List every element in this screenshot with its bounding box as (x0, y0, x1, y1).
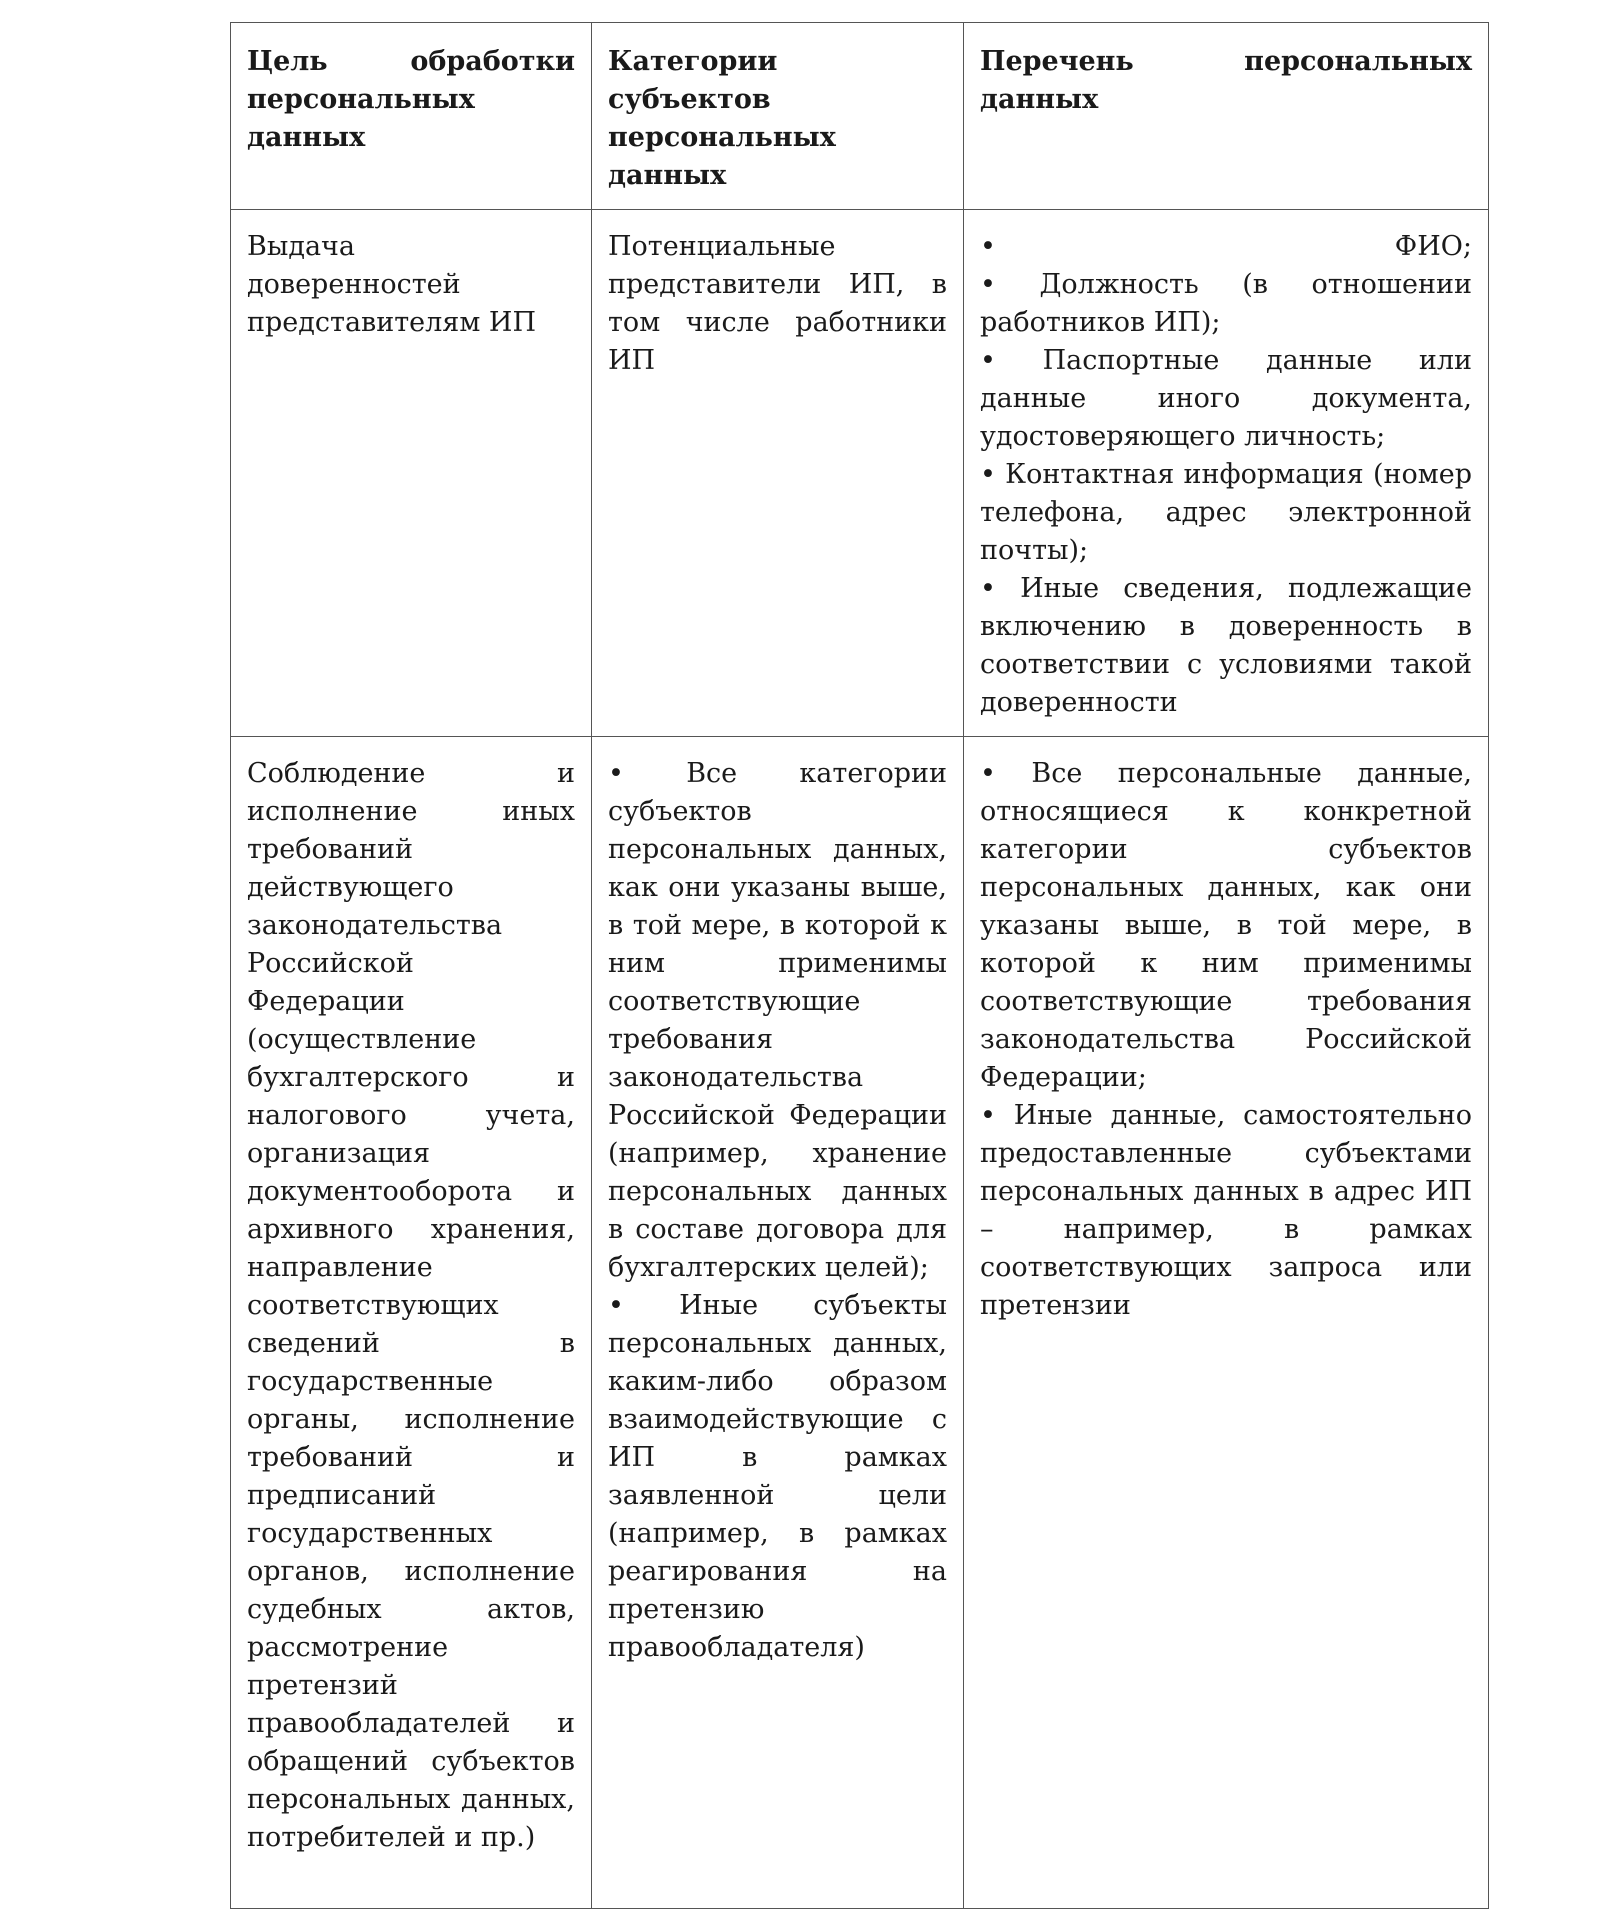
table-header-row (231, 23, 1489, 210)
cell-purpose (231, 210, 592, 737)
table-row (231, 737, 1489, 1909)
list-item: • Паспортные данные или данные иного документа, удостоверяющего личность; (980, 345, 1472, 452)
personal-data-table (230, 22, 1489, 1909)
list-item: • Все категории субъектов персональных данных, как они указаны выше, в той мере, в которой к ним применимы соответствующие требования законодательства Российской Федерации (например, хранение персональных данных в составе договора для бухгалтерских целей); (608, 758, 947, 1283)
header-purpose: Цель обработки персональных данных (231, 23, 592, 210)
header-data-list: Перечень персональных данных (964, 23, 1489, 210)
table-row (231, 210, 1489, 737)
cell-subjects (592, 210, 964, 737)
header-subject-categories: Категории субъектов персональных данных (592, 23, 964, 210)
purpose-text: Выдача доверенностей представителям ИП (247, 231, 537, 338)
list-item: • Должность (в отношении работников ИП); (980, 269, 1472, 338)
purpose-text: Соблюдение и исполнение иных требований действующего законодательства Российской Федерации (осуществление бухгалтерского и налогового учета, организация документооборота и архивного хранения, направление соответствующих сведений в государственные органы, исполнение требований и предписаний государственных органов, исполнение судебных актов, рассмотрение претензий правообладателей и обращений субъектов персональных данных, потребителей и пр.) (247, 758, 575, 1853)
list-item: • ФИО; (980, 231, 1472, 262)
list-item: • Все персональные данные, относящиеся к конкретной категории субъектов персональных данных, как они указаны выше, в той мере, в которой к ним применимы соответствующие требования законодательства Российской Федерации; (980, 758, 1472, 1093)
subjects-text: Потенциальные представители ИП, в том числе работники ИП (608, 231, 947, 376)
cell-data-list (964, 210, 1489, 737)
list-item: • Иные сведения, подлежащие включению в доверенность в соответствии с условиями такой доверенности (980, 573, 1472, 718)
cell-subjects (592, 737, 964, 1909)
cell-purpose (231, 737, 592, 1909)
list-item: • Иные данные, самостоятельно предоставленные субъектами персональных данных в адрес ИП – например, в рамках соответствующих запроса или претензии (980, 1100, 1472, 1321)
list-item: • Контактная информация (номер телефона, адрес электронной почты); (980, 459, 1472, 566)
list-item: • Иные субъекты персональных данных, каким-либо образом взаимодействующие с ИП в рамках заявленной цели (например, в рамках реагирования на претензию правообладателя) (608, 1290, 947, 1663)
cell-data-list (964, 737, 1489, 1909)
